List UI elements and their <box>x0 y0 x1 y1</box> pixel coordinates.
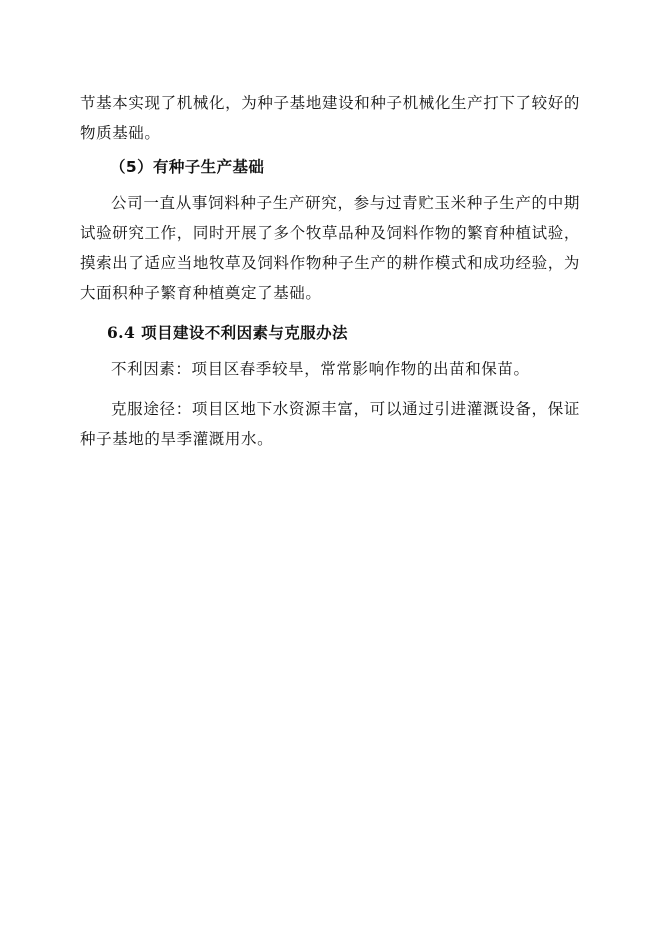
paragraph-continuation: 节基本实现了机械化，为种子基地建设和种子机械化生产打下了较好的物质基础。 <box>80 94 580 142</box>
subheading-seed-production-basis: （5）有种子生产基础 <box>110 158 265 176</box>
paragraph-unfavorable-factors: 不利因素：项目区春季较旱，常常影响作物的出苗和保苗。 <box>111 360 530 378</box>
paragraph-overcoming-measures: 克服途径：项目区地下水资源丰富，可以通过引进灌溉设备，保证种子基地的旱季灌溉用水。 <box>80 400 580 448</box>
section-number: 6.4 <box>107 323 136 342</box>
paragraph-company-research: 公司一直从事饲料种子生产研究，参与过青贮玉米种子生产的中期试验研究工作，同时开展了多个牧草品种及饲料作物的繁育种植试验，摸索出了适应当地牧草及饲料作物种子生产的耕作模式和成功经验，为大面积种子繁育种植奠定了基础。 <box>80 194 580 302</box>
section-heading-6-4 <box>80 318 607 348</box>
section-title: 项目建设不利因素与克服办法 <box>141 324 348 342</box>
